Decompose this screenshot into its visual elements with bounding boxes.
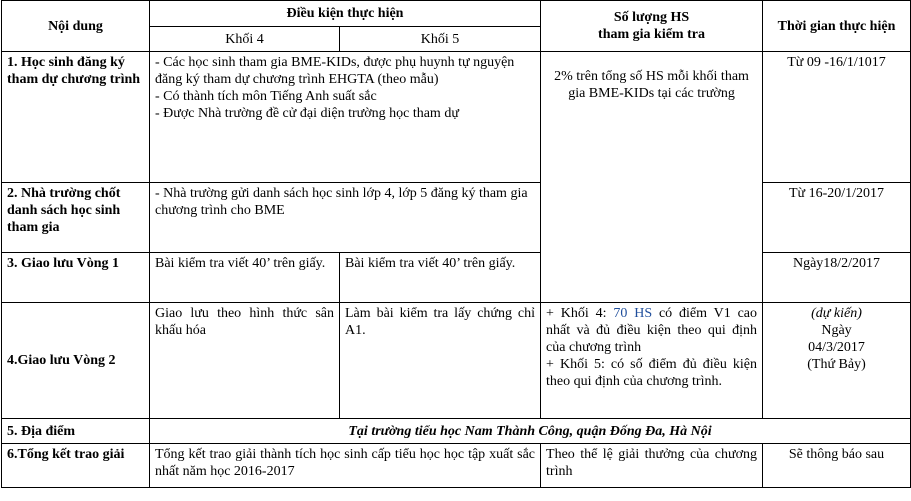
row1-quantity (541, 52, 763, 303)
row5-location: Tại trường tiểu học Nam Thành Công, quận Đống Đa, Hà Nội (150, 419, 911, 444)
row4-khoi4: Giao lưu theo hình thức sân khấu hóa (150, 303, 340, 419)
row6-time: Sẽ thông báo sau (763, 444, 911, 488)
row4-khoi5: Làm bài kiểm tra lấy chứng chỉ A1. (340, 303, 541, 419)
row6-quantity: Theo thể lệ giải thưởng của chương trình (541, 444, 763, 488)
row2-time: Từ 16-20/1/2017 (763, 183, 911, 253)
row2-title: 2. Nhà trường chốt danh sách học sinh tham gia (2, 183, 150, 253)
row1-conditions (150, 52, 541, 183)
row3-title: 3. Giao lưu Vòng 1 (2, 253, 150, 303)
row1-condition-1: - Các học sinh tham gia BME-KIDs, được phụ huynh tự nguyện đăng ký tham dự chương trình EHGTA (theo mẫu) (155, 55, 515, 87)
row-nha-truong-chot (2, 183, 911, 253)
row4-time-line1: Ngày (821, 323, 852, 338)
header-row (2, 1, 911, 27)
row1-title: 1. Học sinh đăng ký tham dự chương trình (2, 52, 150, 183)
row3-khoi5: Bài kiểm tra viết 40’ trên giấy. (340, 253, 541, 303)
row1-condition-2: - Có thành tích môn Tiếng Anh suất sắc (155, 89, 377, 104)
row2-condition: - Nhà trường gửi danh sách học sinh lớp 4, lớp 5 đăng ký tham gia chương trình cho BME (150, 183, 541, 253)
header-khoi5: Khối 5 (340, 27, 541, 52)
row1-quantity-text: 2% trên tổng số HS mỗi khối tham gia BME-KIDs tại các trường (554, 69, 749, 101)
row-giao-luu-vong-2 (2, 303, 911, 419)
header-so-luong-line1: Số lượng HS (613, 10, 690, 25)
schedule-table (1, 0, 911, 488)
row4-time-line3: (Thứ Bảy) (807, 357, 866, 372)
header-so-luong-line2: tham gia kiểm tra (598, 27, 705, 42)
row4-time (763, 303, 911, 419)
row-tong-ket (2, 444, 911, 488)
row-giao-luu-vong-1 (2, 253, 911, 303)
row4-quantity (541, 303, 763, 419)
row4-time-note: (dự kiến) (811, 306, 862, 321)
row6-condition: Tổng kết trao giải thành tích học sinh cấp tiểu học học tập xuất sắc nhất năm học 2016-2017 (150, 444, 541, 488)
row3-time: Ngày18/2/2017 (763, 253, 911, 303)
row6-title: 6.Tổng kết trao giải (2, 444, 150, 488)
row-hoc-sinh-dang-ky (2, 52, 911, 183)
row4-quantity-khoi4: + Khối 4: 70 HS có điểm V1 cao nhất và đủ điều kiện theo qui định của chương trình (546, 306, 758, 355)
row4-quantity-count: 70 HS (613, 306, 653, 321)
row4-quantity-khoi5: + Khối 5: có số điểm đủ điều kiện theo qui định của chương trình. (546, 357, 758, 389)
row3-khoi4: Bài kiểm tra viết 40’ trên giấy. (150, 253, 340, 303)
header-thoi-gian: Thời gian thực hiện (763, 1, 911, 52)
row5-title: 5. Địa điểm (2, 419, 150, 444)
row4-title: 4.Giao lưu Vòng 2 (2, 303, 150, 419)
row1-condition-3: - Được Nhà trường đề cử đại diện trường học tham dự (155, 106, 459, 121)
row4-time-line2: 04/3/2017 (808, 340, 865, 355)
header-dieu-kien: Điều kiện thực hiện (150, 1, 541, 27)
header-so-luong (541, 1, 763, 52)
row1-time: Từ 09 -16/1/1017 (763, 52, 911, 183)
header-khoi4: Khối 4 (150, 27, 340, 52)
row-dia-diem (2, 419, 911, 444)
header-noi-dung: Nội dung (2, 1, 150, 52)
